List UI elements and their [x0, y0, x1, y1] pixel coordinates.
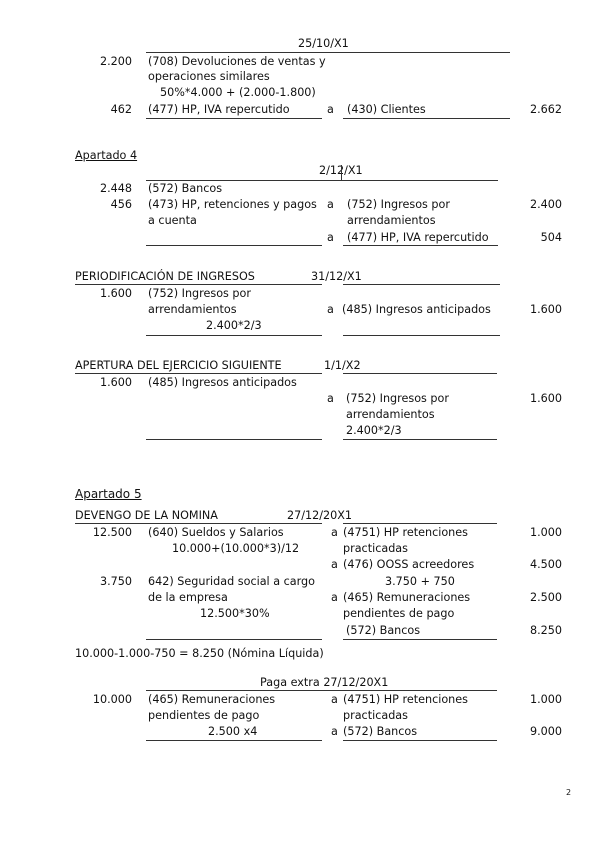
credit-amount: 4.500 — [529, 558, 562, 571]
debit-account: 642) Seguridad social a cargo — [148, 575, 315, 588]
entry-title: PERIODIFICACIÓN DE INGRESOS — [75, 270, 255, 283]
entry-date: 31/12/X1 — [311, 270, 362, 283]
rule — [146, 52, 510, 53]
debit-account: (640) Sueldos y Salarios — [148, 526, 284, 539]
credit-account-cont: practicadas — [343, 709, 408, 722]
page-number: 2 — [566, 788, 572, 797]
credit-account: (752) Ingresos por — [346, 392, 449, 405]
rule — [146, 335, 322, 336]
debit-amount: 1.600 — [99, 287, 132, 300]
credit-amount: 1.000 — [529, 693, 562, 706]
entry-title: DEVENGO DE LA NOMINA — [75, 509, 218, 522]
entry-date: 27/12/20X1 — [287, 509, 353, 522]
rule — [343, 439, 497, 440]
debit-account-cont: arrendamientos — [148, 303, 237, 316]
rule — [343, 335, 500, 336]
entry-title: Paga extra 27/12/20X1 — [260, 676, 389, 689]
debit-account-cont: pendientes de pago — [148, 709, 260, 722]
credit-account: (477) HP, IVA repercutido — [347, 231, 489, 244]
debit-account: (465) Remuneraciones — [148, 693, 276, 706]
debit-account-cont: de la empresa — [148, 591, 228, 604]
a-marker: a — [331, 725, 338, 738]
debit-account: (485) Ingresos anticipados — [148, 376, 297, 389]
calculation: 12.500*30% — [200, 607, 270, 620]
rule — [343, 639, 497, 640]
credit-account-cont: arrendamientos — [346, 408, 435, 421]
a-marker: a — [331, 693, 338, 706]
debit-amount: 456 — [110, 198, 132, 211]
credit-amount: 8.250 — [529, 624, 562, 637]
credit-account: (4751) HP retenciones — [343, 693, 468, 706]
credit-account: (430) Clientes — [347, 103, 426, 116]
entry-date: 1/1/X2 — [324, 359, 361, 372]
debit-account: (473) HP, retenciones y pagos — [148, 198, 317, 211]
credit-amount: 9.000 — [529, 725, 562, 738]
calculation: 2.400*2/3 — [346, 424, 402, 437]
rule — [75, 373, 322, 374]
a-marker: a — [327, 231, 334, 244]
calculation: 3.750 + 750 — [385, 575, 455, 588]
credit-amount: 2.662 — [529, 103, 562, 116]
rule — [343, 284, 500, 285]
a-marker: a — [327, 303, 334, 316]
debit-amount: 10.000 — [92, 693, 132, 706]
rule — [343, 118, 510, 119]
credit-account: (752) Ingresos por — [347, 198, 450, 211]
note: 10.000-1.000-750 = 8.250 (Nómina Líquida) — [75, 647, 324, 660]
credit-amount: 1.600 — [529, 392, 562, 405]
a-marker: a — [327, 392, 334, 405]
debit-account: (477) HP, IVA repercutido — [148, 103, 290, 116]
debit-account: (572) Bancos — [148, 182, 223, 195]
rule — [75, 284, 322, 285]
a-marker: a — [327, 198, 334, 211]
rule — [146, 639, 322, 640]
a-marker: a — [331, 558, 338, 571]
debit-account: (752) Ingresos por — [148, 287, 251, 300]
credit-amount: 2.400 — [529, 198, 562, 211]
rule — [343, 373, 497, 374]
rule — [146, 245, 322, 246]
rule — [146, 740, 322, 741]
credit-account: (572) Bancos — [346, 624, 421, 637]
debit-account-cont: a cuenta — [148, 214, 197, 227]
debit-amount: 2.200 — [99, 55, 132, 68]
rule — [146, 118, 322, 119]
rule — [75, 523, 322, 524]
credit-account: (485) Ingresos anticipados — [342, 303, 491, 316]
calculation: 50%*4.000 + (2.000-1.800) — [160, 86, 316, 99]
a-marker: a — [327, 103, 334, 116]
credit-amount: 1.600 — [529, 303, 562, 316]
credit-account-cont: practicadas — [343, 542, 408, 555]
calculation: 10.000+(10.000*3)/12 — [172, 542, 300, 555]
debit-amount: 12.500 — [92, 526, 132, 539]
credit-account: (4751) HP retenciones — [343, 526, 468, 539]
credit-account: (476) OOSS acreedores — [343, 558, 475, 571]
entry-date: 25/10/X1 — [298, 37, 349, 50]
rule — [146, 690, 497, 691]
rule — [343, 740, 497, 741]
credit-account: (572) Bancos — [343, 725, 418, 738]
credit-account-cont: pendientes de pago — [343, 607, 455, 620]
debit-amount: 462 — [110, 103, 132, 116]
rule — [343, 523, 497, 524]
credit-account-cont: arrendamientos — [347, 214, 436, 227]
entry-date: 2/12/X1 — [319, 164, 363, 177]
credit-amount: 504 — [540, 231, 562, 244]
debit-amount: 1.600 — [99, 376, 132, 389]
rule — [343, 245, 498, 246]
rule — [146, 180, 498, 181]
debit-account-cont: operaciones similares — [148, 70, 270, 83]
section-heading: Apartado 5 — [75, 487, 142, 501]
calculation: 2.400*2/3 — [206, 319, 262, 332]
section-heading: Apartado 4 — [75, 149, 138, 162]
a-marker: a — [331, 591, 338, 604]
entry-title: APERTURA DEL EJERCICIO SIGUIENTE — [75, 359, 282, 372]
credit-amount: 1.000 — [529, 526, 562, 539]
calculation: 2.500 x4 — [208, 725, 258, 738]
a-marker: a — [331, 526, 338, 539]
credit-account: (465) Remuneraciones — [343, 591, 471, 604]
debit-account: (708) Devoluciones de ventas y — [148, 55, 326, 68]
credit-amount: 2.500 — [529, 591, 562, 604]
debit-amount: 2.448 — [99, 182, 132, 195]
rule-vertical — [341, 165, 342, 180]
debit-amount: 3.750 — [99, 575, 132, 588]
rule — [146, 439, 322, 440]
